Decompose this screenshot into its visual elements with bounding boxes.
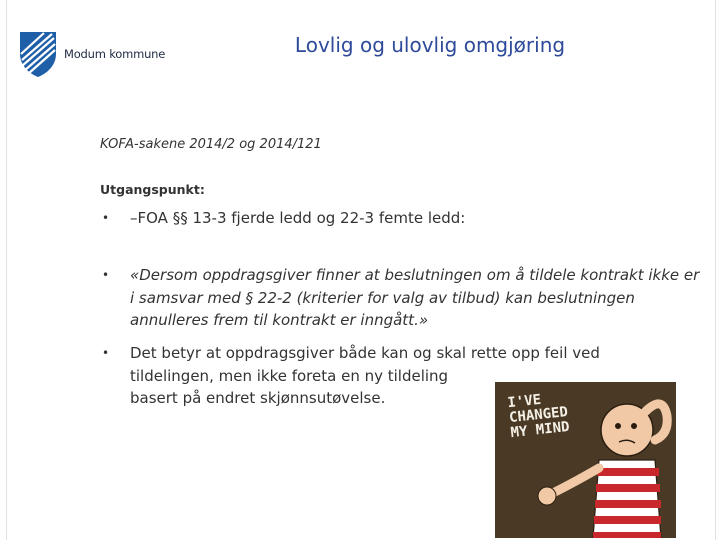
bullet-marker: •	[102, 211, 110, 225]
cartoon-caption: I'VE CHANGED MY MIND	[506, 391, 571, 442]
list-item	[100, 207, 620, 230]
cartoon-boy-illustration	[495, 382, 676, 538]
logo	[18, 28, 188, 80]
bullet-marker: •	[102, 346, 110, 360]
bullet-line: Det betyr at oppdragsgiver både kan og skal rette opp feil ved	[130, 344, 600, 362]
logo-text: Modum kommune	[64, 47, 166, 61]
bullet-marker: •	[102, 268, 110, 282]
page-title: Lovlig og ulovlig omgjøring	[294, 33, 566, 57]
subtitle: KOFA-sakene 2014/2 og 2014/121	[100, 137, 322, 152]
bullet-line: tildelingen, men ikke foreta en ny tildeling	[130, 366, 449, 385]
section-heading: Utgangspunkt:	[100, 182, 205, 197]
list-item	[100, 264, 700, 332]
modum-crest-icon	[18, 30, 58, 78]
bullet-text: –FOA §§ 13-3 fjerde ledd og 22-3 femte ledd:	[130, 209, 466, 227]
bullet-text: «Dersom oppdragsgiver finner at beslutningen om å tildele kontrakt ikke er i samsvar med § 22-2 (kriterier for valg av tilbud) kan beslutningen annulleres frem til kontrakt er inngått.»	[130, 266, 700, 329]
cartoon-image	[495, 382, 676, 538]
bullet-line: basert på endret skjønnsutøvelse.	[130, 389, 386, 407]
